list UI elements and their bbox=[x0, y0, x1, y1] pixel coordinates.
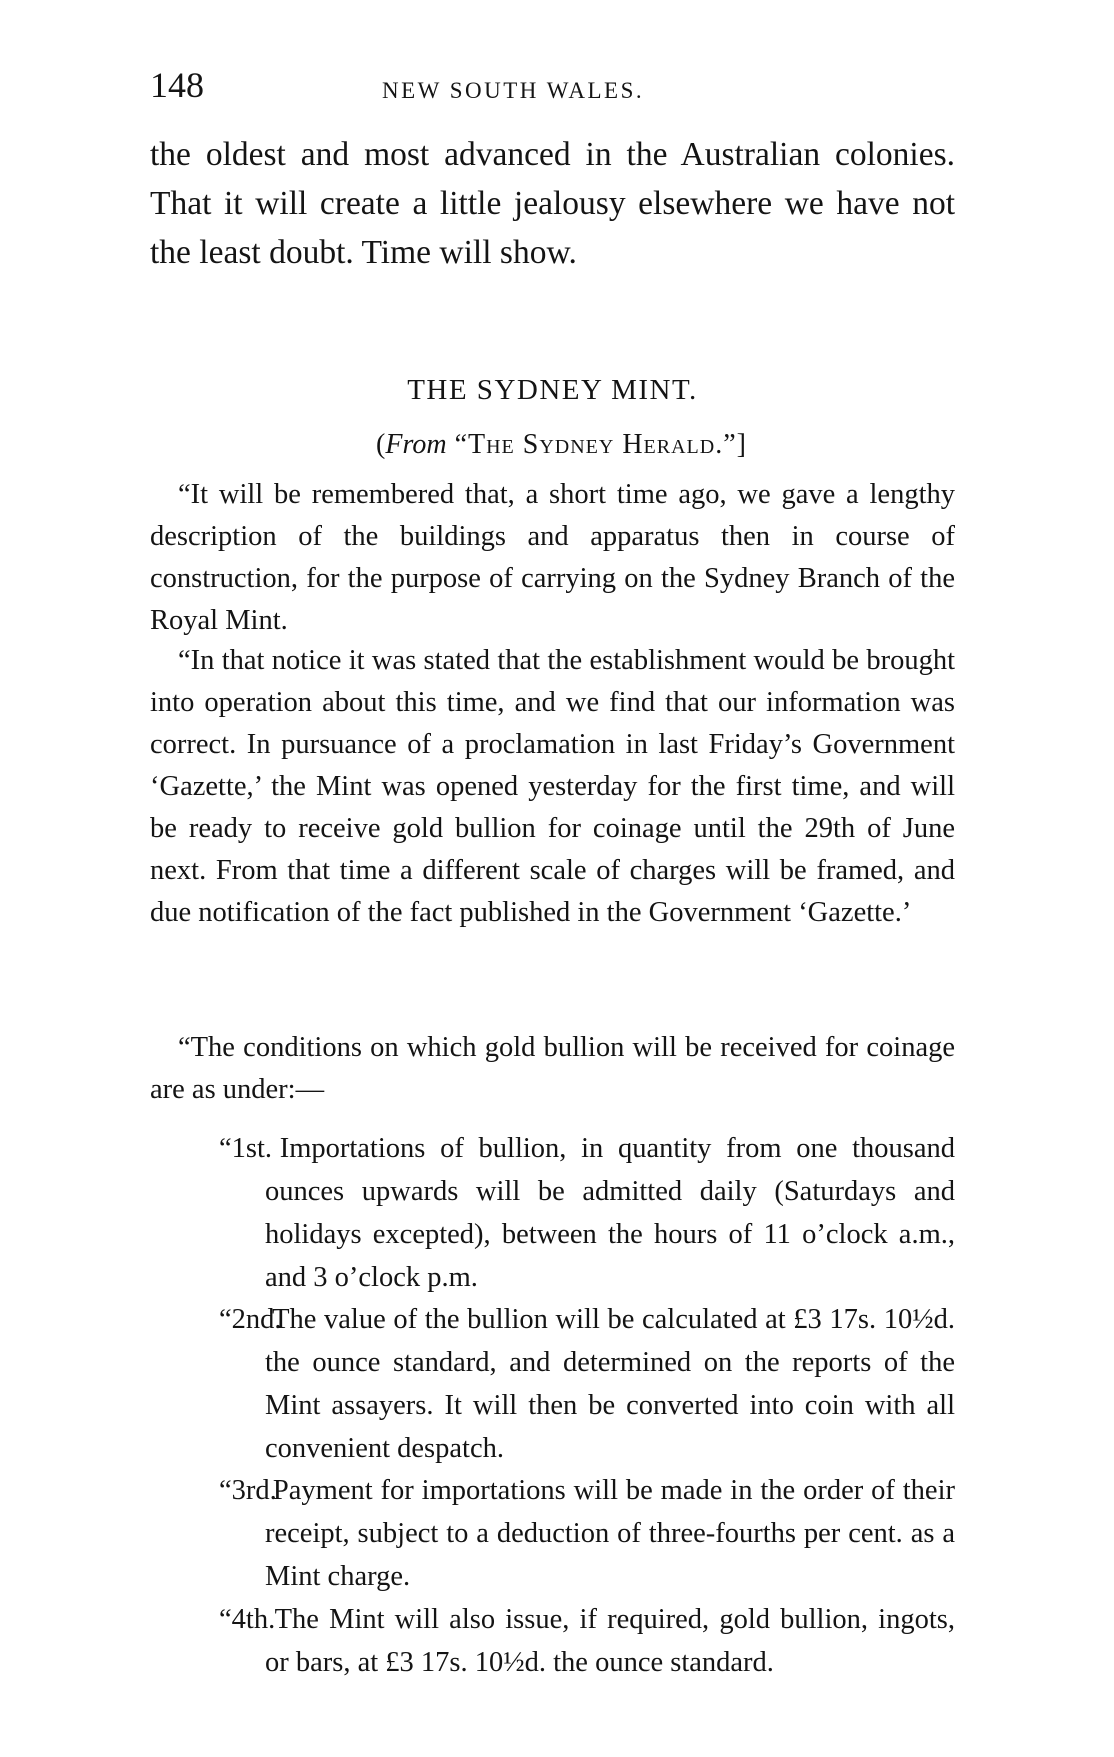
source-name: “The Sydney Herald.”] bbox=[446, 429, 747, 460]
condition-number: “1st. bbox=[219, 1133, 273, 1164]
running-head bbox=[150, 60, 960, 110]
article-paragraph-3 bbox=[150, 1027, 955, 1111]
condition-number: “3rd. bbox=[219, 1475, 277, 1506]
paragraph-text: “In that notice it was stated that the establishment would be brought into operation about this time, and we find that our information was correct. In pursuance of a proclamation in last Friday’s Government ‘Gazette,’ the Mint was opened yesterday for the first time, and will be ready to receive gold bullion for coinage until the 29th of June next. From that time a different scale of charges will be framed, and due notification of the fact published in the Government ‘Gazette.’ bbox=[150, 645, 955, 928]
condition-item-3 bbox=[219, 1469, 955, 1598]
condition-text: The value of the bullion will be calculated at £3 17s. 10½d. the ounce standard, and determined on the reports of the Mint assayers. It will then be converted into coin with all convenient despatch. bbox=[265, 1304, 955, 1464]
condition-text: The Mint will also issue, if required, gold bullion, ingots, or bars, at £3 17s. 10½d. the ounce standard. bbox=[265, 1604, 955, 1678]
intro-paragraph: the oldest and most advanced in the Australian colonies. That it will create a little jealousy elsewhere we have not the least doubt. Time will show. bbox=[150, 136, 955, 271]
article-paragraph-2 bbox=[150, 640, 955, 934]
paragraph-text: “It will be remembered that, a short time ago, we gave a lengthy description of the buildings and apparatus then in course of construction, for the purpose of carrying on the Sydney Branch of the Royal Mint. bbox=[150, 479, 955, 636]
source-open-paren: ( bbox=[376, 429, 386, 460]
condition-item-4 bbox=[219, 1598, 955, 1684]
paragraph-text: “The conditions on which gold bullion will be received for coinage are as under:— bbox=[150, 1032, 955, 1105]
source-from: From bbox=[385, 429, 447, 460]
running-title: NEW SOUTH WALES. bbox=[382, 78, 645, 103]
section-heading: THE SYDNEY MINT. bbox=[407, 374, 698, 406]
condition-number: “4th. bbox=[219, 1604, 276, 1635]
article-paragraph-1 bbox=[150, 474, 955, 642]
condition-number: “2nd. bbox=[219, 1304, 282, 1335]
condition-text: Importations of bullion, in quantity from one thousand ounces upwards will be admitted daily (Saturdays and holidays excepted), between the hours of 11 o’clock a.m., and 3 o’clock p.m. bbox=[265, 1133, 956, 1293]
condition-item-2 bbox=[219, 1298, 955, 1470]
page-number: 148 bbox=[150, 65, 204, 105]
source-attribution bbox=[150, 425, 955, 465]
condition-text: Payment for importations will be made in the order of their receipt, subject to a deduction of three-fourths per cent. as a Mint charge. bbox=[265, 1475, 955, 1592]
condition-item-1 bbox=[219, 1127, 956, 1299]
